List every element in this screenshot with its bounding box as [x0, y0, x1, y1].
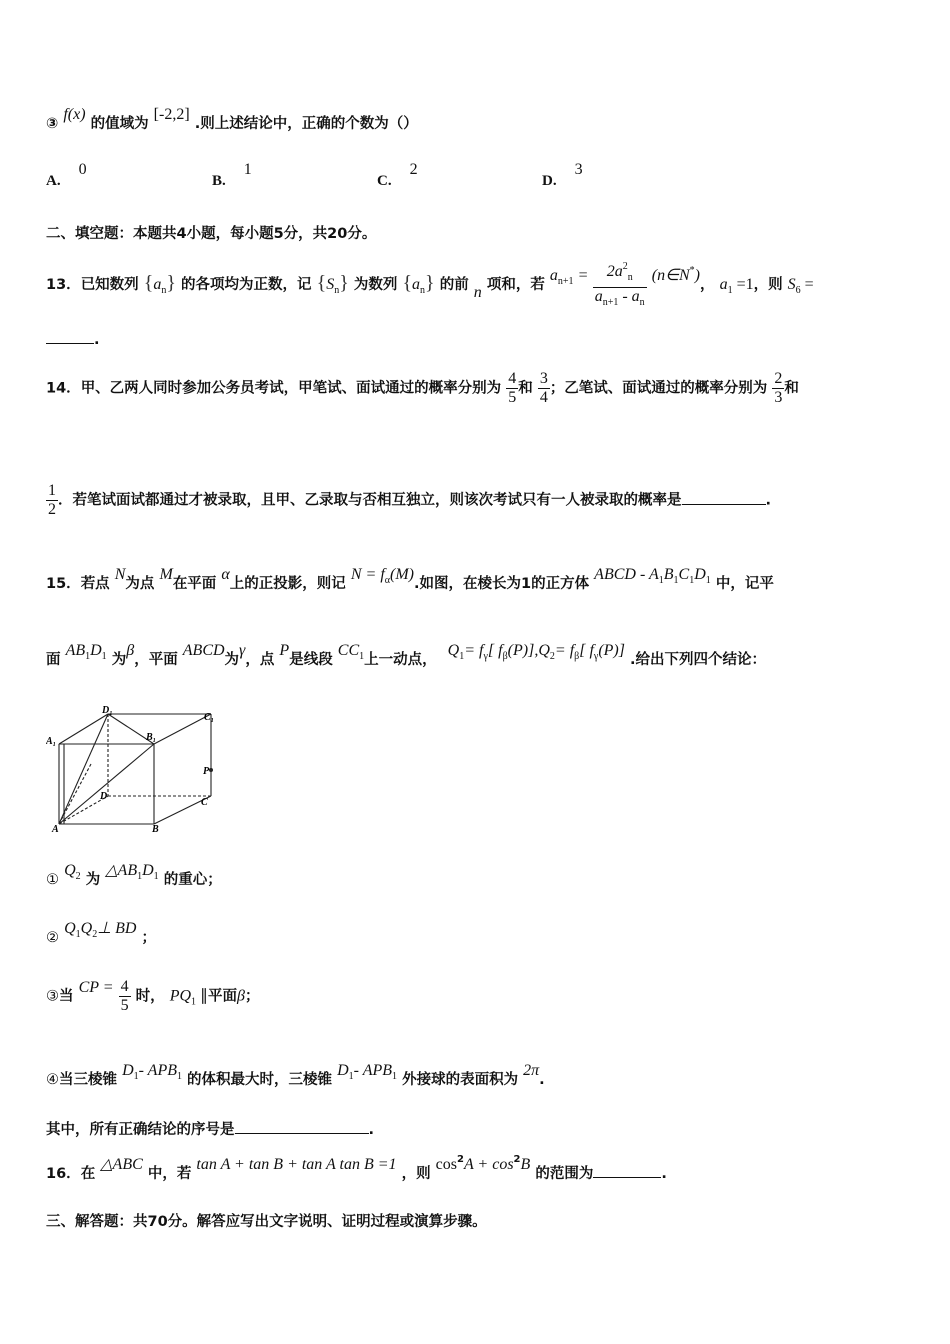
q15-q2-expr3: (P)] — [598, 642, 625, 659]
q15-t7: 中，记平 — [715, 576, 774, 592]
brace-icon: { — [316, 272, 327, 294]
q15-t1: 若点 — [80, 576, 110, 592]
q15-closing — [46, 1118, 374, 1139]
q13-lhs-sub: n+1 — [557, 276, 574, 287]
q13-frac-den: a — [594, 288, 603, 305]
q14-t2: ；乙笔试、面试通过的概率分别为 — [549, 380, 768, 397]
q15-line2 — [46, 642, 767, 671]
q15-t13: 是线段 — [289, 652, 333, 668]
q15-q2: Q — [538, 642, 550, 659]
q15-q2-expr: = f — [554, 642, 575, 659]
c3-par: ∥ — [196, 987, 209, 1005]
c1-sub-b: 1 — [153, 871, 159, 882]
q12-fx: f(x) — [63, 106, 86, 123]
q15-P: P — [279, 642, 290, 659]
choice-a-label: A. — [46, 173, 61, 189]
q14-frac4 — [46, 482, 58, 519]
c4-end: . — [539, 1072, 545, 1088]
q15-t11: 为 — [224, 652, 240, 668]
q15-q1-expr: = f — [464, 642, 484, 659]
choice-a[interactable] — [46, 161, 87, 190]
q15-cc1-sub: 1 — [359, 651, 365, 662]
q13-an-sub: n — [161, 285, 167, 296]
c4-tet: D — [122, 1062, 134, 1079]
c4-tet-sub: 1 — [133, 1071, 139, 1082]
label-a: A — [52, 824, 59, 834]
q15-expr1-end: (M) — [390, 566, 414, 583]
c2-q2-sub: 2 — [92, 929, 98, 940]
c3-end: ； — [245, 988, 260, 1005]
q14-and2: 和 — [784, 380, 799, 397]
q14-f1-den: 5 — [508, 389, 517, 406]
c3-pq-sub: 1 — [191, 996, 197, 1008]
q16-num: 16． — [46, 1166, 81, 1182]
q13-s6-sub: 6 — [795, 285, 801, 296]
q15-gamma: γ — [239, 642, 246, 659]
q13-t3: 为数列 — [353, 277, 398, 293]
q16-line — [46, 1154, 667, 1183]
q13-eq: = — [578, 267, 588, 284]
q15-q1: Q — [447, 642, 460, 659]
c1-marker: ① — [46, 872, 59, 888]
section3-heading: 三、解答题：共70分。解答应写出文字说明、证明过程或演算步骤。 — [46, 1214, 487, 1230]
q15-one: 1 — [521, 576, 532, 592]
q13-s6-eq: = — [800, 276, 814, 293]
q15-q2-sub: 2 — [549, 651, 555, 662]
q13-an2-sub: n — [420, 285, 426, 296]
choice-d[interactable] — [542, 161, 583, 190]
q15-abcd: ABCD — [182, 642, 225, 659]
q13-comma: ， — [700, 277, 715, 293]
q13-frac-den-sub: n+1 — [602, 297, 619, 308]
brace-icon: } — [425, 272, 435, 294]
q15-plane1: AB — [65, 642, 86, 659]
c3-marker: ③ — [46, 988, 59, 1005]
q15-t4: 上的正投影，则记 — [229, 576, 346, 592]
q15-q1-gamma: γ — [483, 651, 488, 662]
q16-cond: tan A + tan B + tan A tan B =1 — [196, 1156, 397, 1173]
q16-cos-b-rest: B — [520, 1156, 531, 1173]
q13-t2: 的各项均为正数，记 — [181, 277, 312, 293]
q16-end: . — [661, 1166, 667, 1182]
choice-c-value: 2 — [409, 161, 418, 178]
c1-t1: 为 — [85, 872, 101, 888]
q13-cond-end: ) — [694, 267, 700, 284]
q13-frac-num-sup: 2 — [622, 261, 628, 272]
q15-q2-beta: β — [574, 651, 580, 662]
q15-beta: β — [126, 642, 135, 659]
c1-tri-b: D — [142, 862, 154, 879]
q13-frac-num: 2a — [606, 263, 623, 280]
q14-line2 — [46, 482, 771, 519]
q16-sup-a: 2 — [456, 1154, 464, 1165]
q13-frac-den-mid: - a — [618, 288, 640, 305]
q13-sn: S — [326, 276, 335, 293]
q12-line — [46, 106, 418, 133]
c2-end: ； — [141, 930, 157, 946]
diagonal — [59, 744, 154, 824]
label-c: C — [201, 797, 208, 808]
c3-t3: 平面 — [208, 988, 238, 1005]
q14-t1: 甲、乙两人同时参加公务员考试，甲笔试、面试通过的概率分别为 — [80, 380, 502, 397]
choice-c[interactable] — [377, 161, 418, 190]
q15-plane1-sub: 1 — [85, 651, 91, 662]
q13-fraction — [593, 258, 647, 312]
point-p — [209, 768, 213, 772]
q14-f4-num: 1 — [48, 482, 56, 499]
q16-t2: 中，若 — [147, 1166, 192, 1182]
q12-marker: ③ — [46, 116, 59, 132]
q16-t3: ，则 — [401, 1166, 431, 1182]
q14-end: . — [765, 492, 772, 509]
q15-t12: ，点 — [245, 652, 275, 668]
q15-t6: 的正方体 — [531, 576, 590, 592]
q15-t9: 为 — [111, 652, 127, 668]
q13-num: 13． — [46, 277, 81, 293]
q15-closing-text: 其中，所有正确结论的序号是 — [46, 1122, 235, 1138]
q14-frac1 — [506, 370, 518, 407]
brace-icon: { — [143, 272, 154, 294]
cube-figure — [46, 704, 226, 834]
brace-icon: } — [339, 272, 349, 294]
choice-b[interactable] — [212, 161, 252, 190]
q15-q1-expr2: [ f — [487, 642, 503, 659]
choice-c-label: C. — [377, 173, 392, 189]
diagonal — [59, 714, 108, 824]
q13-t1: 已知数列 — [80, 277, 139, 293]
q13-line — [46, 258, 814, 312]
q13-s6: S — [787, 276, 796, 293]
q12-text2: .则上述结论中，正确的个数为（） — [194, 116, 418, 132]
answer-blank[interactable] — [235, 1132, 369, 1134]
q15-cube-b: B — [663, 566, 674, 583]
q13-t5: 项和，若 — [486, 277, 545, 293]
q15-sub1c: 1 — [689, 575, 695, 586]
q15-q2-gamma: γ — [593, 651, 599, 662]
q14-frac3 — [772, 370, 784, 407]
q15-t5: .如图，在棱长为 — [414, 576, 522, 592]
c1-sub: 1 — [137, 871, 143, 882]
q15-num: 15． — [46, 576, 81, 592]
q13-a1: a — [719, 276, 728, 293]
q12-range: [-2,2] — [153, 106, 190, 123]
c4-tet2-sub: 1 — [348, 1071, 354, 1082]
answer-blank[interactable] — [682, 503, 766, 505]
answer-blank[interactable] — [593, 1176, 661, 1178]
edge — [154, 714, 211, 744]
q14-f3-den: 3 — [774, 389, 783, 406]
label-d: D — [100, 791, 108, 802]
q16-t1: 在 — [80, 1166, 96, 1182]
q13-frac-den-sub2: n — [639, 297, 645, 308]
q12-text1: 的值域为 — [90, 116, 149, 132]
q15-expr1-sub: α — [384, 575, 391, 586]
edge — [59, 714, 108, 744]
choice-d-value: 3 — [574, 161, 583, 178]
q13-answer-line — [46, 332, 100, 348]
choice-a-value: 0 — [78, 161, 87, 178]
q15-sub1b: 1 — [673, 575, 679, 586]
q15-closing-end: . — [368, 1122, 375, 1138]
q13-a1-val: =1 — [732, 276, 754, 293]
q15-q1-expr3: (P)], — [507, 642, 539, 659]
q15-cc1: CC — [337, 642, 360, 659]
q15-conclusion1 — [46, 862, 222, 891]
q15-sub1: 1 — [658, 575, 664, 586]
c2-perp: ⊥ BD — [97, 920, 137, 937]
q13-an: a — [153, 276, 162, 293]
section2-heading: 二、填空题：本题共4小题，每小题5分，共20分。 — [46, 226, 377, 242]
label-d1: D₁ — [102, 705, 113, 716]
label-b1: B₁ — [146, 732, 157, 743]
c4-area: 2π — [523, 1062, 540, 1079]
q14-f2-num: 3 — [539, 370, 548, 387]
c3-t1: 当 — [59, 988, 74, 1005]
q15-conclusion3 — [46, 978, 260, 1015]
c3-frac-num: 4 — [120, 978, 129, 995]
q14-frac2 — [538, 370, 550, 407]
c3-pq: PQ — [169, 987, 192, 1005]
brace-icon: } — [166, 272, 176, 294]
q14-line — [46, 370, 799, 407]
c2-q1: Q — [64, 920, 76, 937]
q15-expr1: N = f — [350, 566, 385, 583]
q15-plane1b: D — [90, 642, 102, 659]
c1-q: Q — [64, 862, 76, 879]
c3-beta: β — [237, 987, 245, 1005]
q15-N: N — [114, 566, 126, 583]
answer-blank[interactable] — [46, 342, 94, 344]
label-b: B — [152, 824, 159, 834]
c4-tet-mid: - APB — [138, 1062, 177, 1079]
q15-t2: 为点 — [125, 576, 155, 592]
q13-a1-sub: 1 — [727, 285, 733, 296]
q13-t6: ，则 — [753, 277, 783, 293]
c4-tet2: D — [337, 1062, 349, 1079]
c4-tet2-mid: - APB — [353, 1062, 393, 1079]
q15-line1 — [46, 566, 774, 595]
c3-cp: CP = — [78, 978, 114, 996]
q15-M: M — [159, 566, 173, 583]
c4-tet2-sub2: 1 — [392, 1071, 398, 1082]
q13-an2: a — [412, 276, 421, 293]
c3-frac — [119, 978, 131, 1015]
c1-q-sub: 2 — [75, 871, 81, 882]
q15-cube-c: C — [678, 566, 690, 583]
q15-cube: ABCD - A — [594, 566, 659, 583]
q13-t4: 的前 — [439, 277, 469, 293]
c3-frac-den: 5 — [120, 997, 129, 1014]
label-c1: C₁ — [204, 712, 215, 723]
q14-num: 14． — [46, 380, 81, 397]
c1-tri: △AB — [105, 862, 138, 879]
q13-n: n — [473, 284, 482, 301]
q14-f3-num: 2 — [774, 370, 783, 387]
q13-cond: (n∈N — [651, 267, 690, 284]
c2-marker: ② — [46, 930, 59, 946]
q13-sn-sub: n — [334, 285, 340, 296]
c4-t1: 当三棱锥 — [59, 1072, 117, 1088]
q16-t4: 的范围为 — [535, 1166, 594, 1182]
q15-plane1b-sub: 1 — [101, 651, 107, 662]
q15-q1-beta: β — [502, 651, 508, 662]
q15-t10: ，平面 — [134, 652, 178, 668]
q15-t8: 面 — [46, 652, 61, 668]
q15-q1-sub: 1 — [459, 651, 465, 662]
q14-t3: ．若笔试面试都通过才被录取，且甲、乙录取与否相互独立，则该次考试只有一人被录取的概率是 — [58, 492, 682, 509]
c2-q2: Q — [80, 920, 93, 937]
choice-b-value: 1 — [243, 161, 252, 178]
brace-icon: { — [402, 272, 413, 294]
c2-q1-sub: 1 — [75, 929, 81, 940]
c4-t2: 的体积最大时，三棱锥 — [187, 1072, 333, 1088]
q16-tri: △ABC — [100, 1156, 143, 1173]
q15-t15: .给出下列四个结论： — [630, 652, 767, 668]
choice-b-label: B. — [212, 173, 226, 189]
c4-marker: ④ — [46, 1072, 59, 1088]
q15-cube-d: D — [694, 566, 706, 583]
q14-and1: 和 — [518, 380, 533, 397]
label-a1: A₁ — [46, 736, 57, 747]
q13-lhs: a — [549, 267, 558, 284]
c1-t2: 的重心； — [163, 872, 222, 888]
q16-cos-a: cos — [435, 1156, 457, 1173]
q15-q2-expr2: [ f — [579, 642, 594, 659]
q14-f4-den: 2 — [48, 501, 56, 518]
q15-conclusion4 — [46, 1062, 545, 1091]
q15-sub1d: 1 — [705, 575, 711, 586]
label-p: P — [203, 766, 210, 777]
q14-f1-num: 4 — [508, 370, 517, 387]
q13-end: . — [94, 332, 100, 348]
q13-frac-num-sub: n — [627, 272, 633, 283]
q15-alpha: α — [221, 566, 230, 583]
q15-t3: 在平面 — [172, 576, 217, 592]
c4-t3: 外接球的表面积为 — [402, 1072, 519, 1088]
q15-t14: 上一动点， — [364, 652, 437, 668]
q15-conclusion2 — [46, 920, 157, 949]
q14-f2-den: 4 — [539, 389, 548, 406]
choice-d-label: D. — [542, 173, 557, 189]
c3-t2: 时， — [135, 988, 165, 1005]
q16-sup-b: 2 — [513, 1154, 521, 1165]
c4-tet-sub2: 1 — [176, 1071, 182, 1082]
q16-cos-a-rest: A + cos — [463, 1156, 514, 1173]
q13-cond-sup: * — [689, 265, 695, 276]
